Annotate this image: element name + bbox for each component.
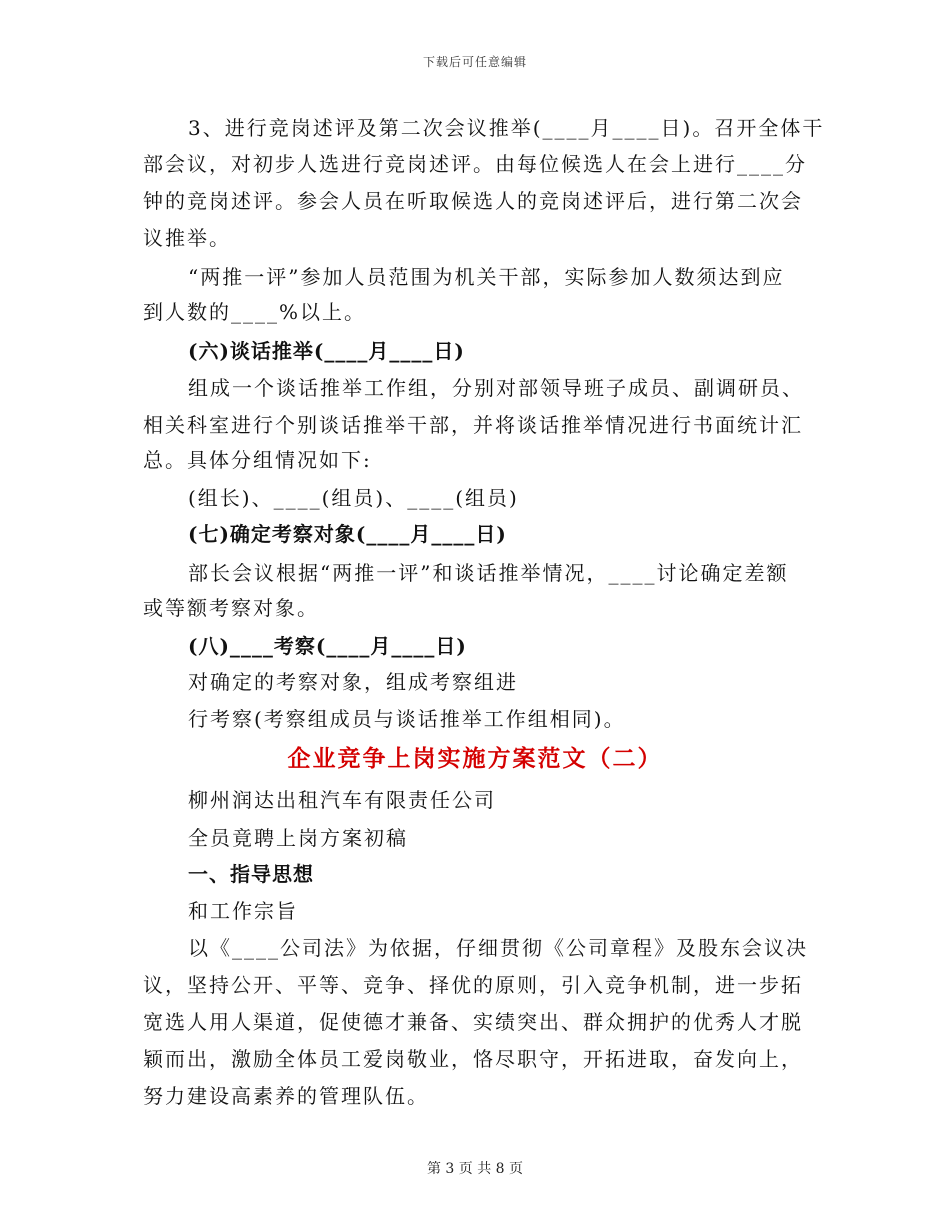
- paragraph-line: 议推举。: [143, 226, 231, 250]
- paragraph-line: 行考察(考察组成员与谈话推举工作组相同)。: [188, 707, 626, 731]
- section-heading: (六)谈话推举(____月____日): [188, 339, 465, 363]
- page-header: 下载后可任意编辑: [422, 55, 527, 69]
- paragraph-line: 努力建设高素养的管理队伍。: [143, 1084, 429, 1108]
- paragraph-line: (组长)、____(组员)、____(组员): [188, 486, 519, 510]
- paragraph-line: 部会议，对初步人选进行竞岗述评。由每位候选人在会上进行____分: [143, 152, 807, 176]
- paragraph-line: 议，坚持公开、平等、竞争、择优的原则，引入竞争机制，进一步拓: [143, 973, 803, 997]
- section-heading: 一、指导思想: [188, 862, 314, 886]
- paragraph-line: 组成一个谈话推举工作组，分别对部领导班子成员、副调研员、: [188, 376, 804, 400]
- section-title: 企业竞争上岗实施方案范文（二）: [287, 745, 663, 772]
- paragraph-line: 3、进行竞岗述评及第二次会议推举(____月____日)。召开全体干: [188, 116, 825, 140]
- section-heading: (八)____考察(____月____日): [188, 634, 467, 658]
- paragraph-line: 全员竟聘上岗方案初稿: [188, 826, 408, 850]
- paragraph-line: 宽选人用人渠道，促使德才兼备、实绩突出、群众拥护的优秀人才脱: [143, 1010, 803, 1034]
- section-heading: (七)确定考察对象(____月____日): [188, 522, 507, 546]
- paragraph-line: 以《____公司法》为依据，仔细贯彻《公司章程》及股东会议决: [188, 936, 808, 960]
- paragraph-line: 相关科室进行个别谈话推举干部，并将谈话推举情况进行书面统计汇: [143, 413, 803, 437]
- paragraph-line: 总。具体分组情况如下:: [143, 448, 372, 472]
- paragraph-line: 部长会议根据“两推一评”和谈话推举情况，____讨论确定差额: [188, 561, 789, 585]
- paragraph-line: 到人数的____%以上。: [143, 300, 367, 324]
- paragraph-line: 和工作宗旨: [188, 899, 298, 923]
- page-footer: 第 3 页 共 8 页: [426, 1161, 524, 1177]
- paragraph-line: “两推一评”参加人员范围为机关干部，实际参加人数须达到应: [188, 265, 785, 289]
- paragraph-line: 对确定的考察对象，组成考察组进: [188, 670, 518, 694]
- paragraph-line: 柳州润达出租汽车有限责任公司: [188, 788, 496, 812]
- paragraph-line: 或等额考察对象。: [143, 596, 319, 620]
- paragraph-line: 颖而出，激励全体员工爱岗敬业，恪尽职守，开拓进取，奋发向上，: [143, 1047, 803, 1071]
- paragraph-line: 钟的竞岗述评。参会人员在听取候选人的竞岗述评后，进行第二次会: [143, 189, 803, 213]
